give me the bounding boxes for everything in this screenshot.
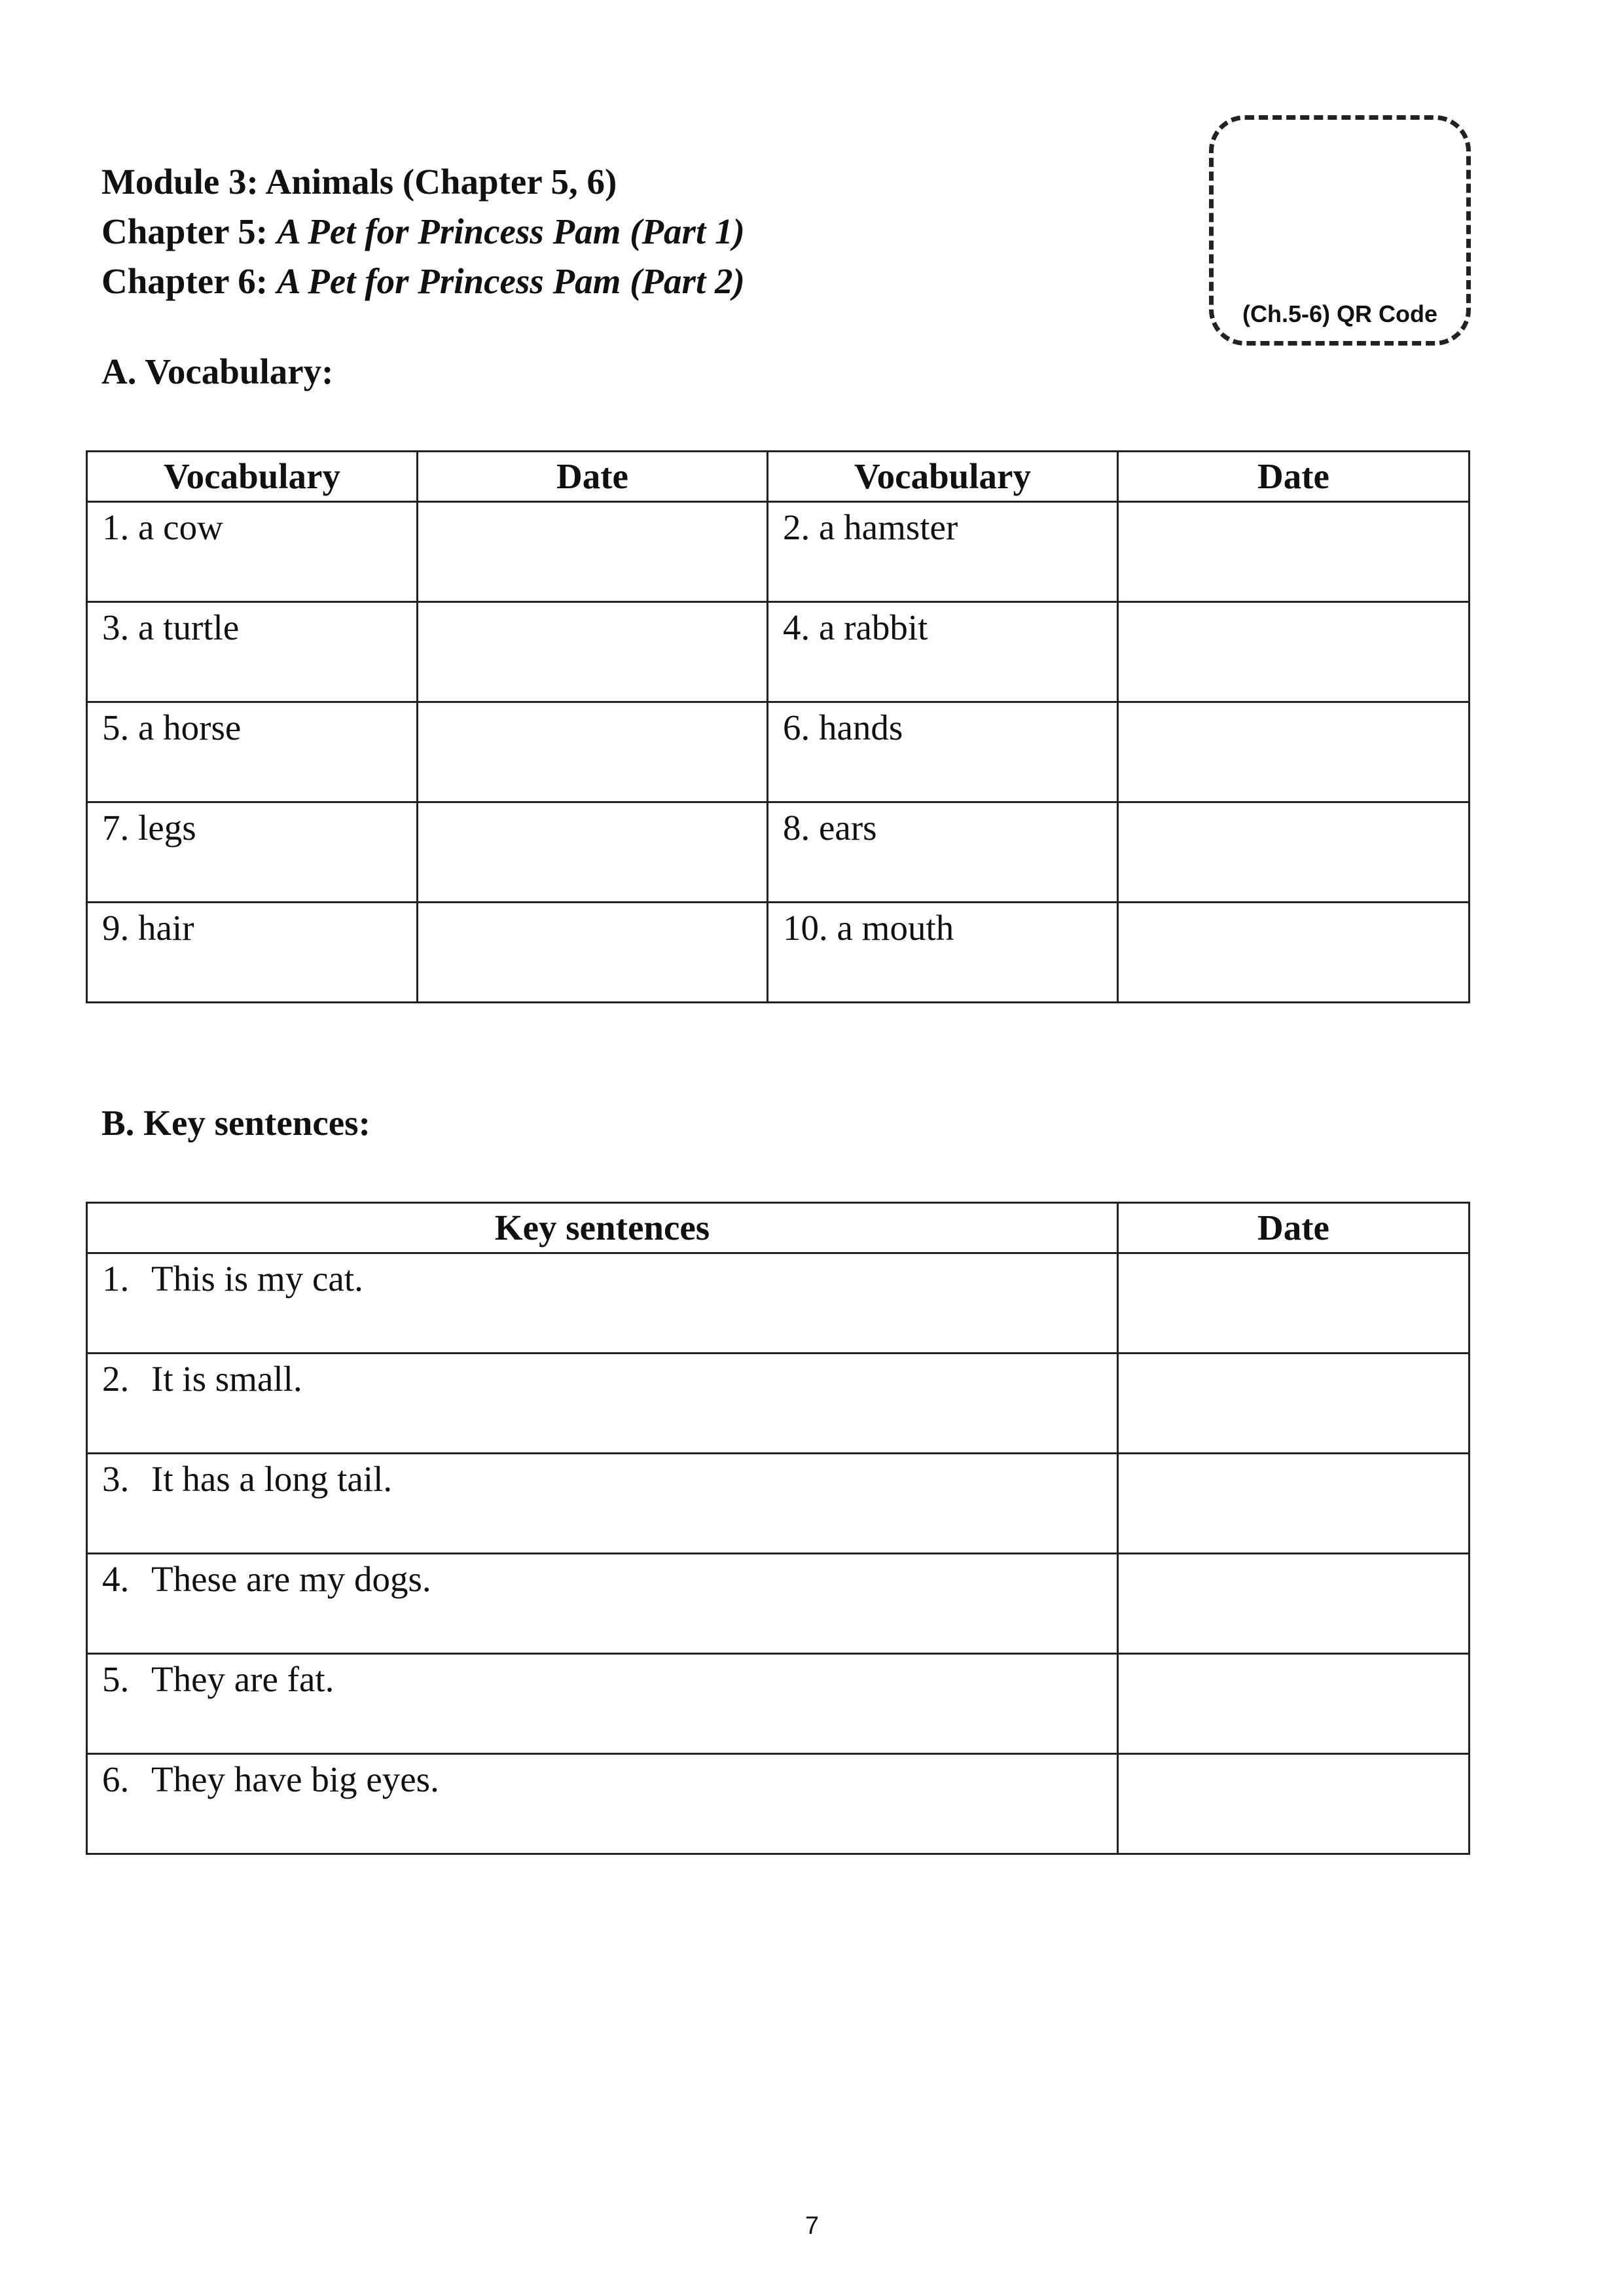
date-cell[interactable]: [1118, 1654, 1470, 1754]
qr-code-placeholder: [1209, 115, 1471, 346]
sentence-text: They have big eyes.: [151, 1759, 439, 1799]
date-value: [1119, 503, 1468, 507]
column-header-date: Date: [418, 452, 768, 502]
module-title-text: Module 3: Animals (Chapter 5, 6): [101, 162, 617, 202]
sentence: [88, 1354, 1117, 1400]
date-cell[interactable]: [1118, 1253, 1470, 1354]
table-row: [87, 702, 1470, 802]
vocabulary-table: [86, 450, 1470, 1003]
date-value: [1119, 1354, 1468, 1358]
sentence-number: 5.: [102, 1659, 130, 1699]
vocabulary-header-row: [87, 452, 1470, 502]
vocabulary-cell: [87, 802, 418, 903]
sentence-text: It is small.: [151, 1359, 302, 1399]
date-cell[interactable]: [1118, 1754, 1470, 1854]
sentence-number: 2.: [102, 1359, 130, 1399]
vocabulary-word: 10. a mouth: [783, 908, 954, 948]
sentence-text: This is my cat.: [151, 1259, 363, 1299]
table-row: [87, 502, 1470, 602]
table-row: [87, 802, 1470, 903]
sentence-cell: [87, 1354, 1118, 1454]
vocabulary-word: 3. a turtle: [102, 607, 240, 647]
date-cell[interactable]: [1118, 1454, 1470, 1554]
table-row: [87, 903, 1470, 1003]
vocabulary-cell: [768, 702, 1118, 802]
chapter-5-title: A Pet for Princess Pam (Part 1): [276, 211, 745, 251]
module-title: [101, 157, 1083, 207]
vocabulary-word: 4. a rabbit: [783, 607, 928, 647]
sentence: [88, 1454, 1117, 1500]
date-value: [1119, 1655, 1468, 1659]
date-value: [1119, 1454, 1468, 1458]
sentence-cell: [87, 1253, 1118, 1354]
date-cell[interactable]: [418, 502, 768, 602]
page-number: 7: [804, 2212, 820, 2240]
sentence: [88, 1254, 1117, 1300]
vocabulary-cell: [768, 502, 1118, 602]
sentence: [88, 1755, 1117, 1801]
date-value: [1119, 1755, 1468, 1759]
date-cell[interactable]: [1118, 1354, 1470, 1454]
date-value: [1119, 703, 1468, 707]
sentence-text: They are fat.: [151, 1659, 334, 1699]
sentence-number: 1.: [102, 1259, 130, 1299]
vocabulary-cell: [87, 903, 418, 1003]
chapter-6-title: A Pet for Princess Pam (Part 2): [276, 261, 745, 301]
vocabulary-cell: [768, 903, 1118, 1003]
date-value: [1119, 1254, 1468, 1258]
vocabulary-cell: [87, 602, 418, 702]
date-cell[interactable]: [418, 702, 768, 802]
date-cell[interactable]: [1118, 1554, 1470, 1654]
vocabulary-word: 2. a hamster: [783, 507, 958, 547]
table-row: [87, 1454, 1470, 1554]
table-row: [87, 1253, 1470, 1354]
date-value: [418, 503, 767, 507]
vocabulary-word: 6. hands: [783, 708, 903, 747]
chapter-6-label: Chapter 6:: [101, 261, 268, 301]
vocabulary-word: 1. a cow: [102, 507, 223, 547]
date-cell[interactable]: [418, 903, 768, 1003]
table-row: [87, 1654, 1470, 1754]
date-cell[interactable]: [1118, 702, 1470, 802]
date-cell[interactable]: [418, 602, 768, 702]
chapter-6-line: [101, 257, 1083, 306]
table-row: [87, 1354, 1470, 1454]
vocabulary-word: 8. ears: [783, 808, 877, 848]
sentence-number: 4.: [102, 1559, 130, 1599]
vocabulary-cell: [768, 602, 1118, 702]
sentence-cell: [87, 1554, 1118, 1654]
vocabulary-word: 5. a horse: [102, 708, 242, 747]
table-row: [87, 602, 1470, 702]
sentence-cell: [87, 1654, 1118, 1754]
document-header: [101, 157, 1083, 306]
date-cell[interactable]: [1118, 903, 1470, 1003]
qr-code-caption: (Ch.5-6) QR Code: [1242, 300, 1437, 327]
key-sentences-table: [86, 1202, 1470, 1855]
sentence: [88, 1554, 1117, 1600]
date-value: [1119, 603, 1468, 607]
date-value: [418, 903, 767, 907]
vocabulary-word: 9. hair: [102, 908, 194, 948]
key-sentences-heading: B. Key sentences:: [101, 1103, 370, 1143]
column-header-key-sentences: Key sentences: [87, 1203, 1118, 1253]
sentence-number: 3.: [102, 1459, 130, 1499]
date-value: [1119, 1554, 1468, 1558]
vocabulary-word: 7. legs: [102, 808, 196, 848]
date-value: [418, 603, 767, 607]
column-header-date: Date: [1118, 1203, 1470, 1253]
sentence: [88, 1655, 1117, 1700]
date-value: [418, 703, 767, 707]
sentence-text: It has a long tail.: [151, 1459, 393, 1499]
vocabulary-cell: [87, 502, 418, 602]
column-header-vocabulary: Vocabulary: [87, 452, 418, 502]
table-row: [87, 1554, 1470, 1654]
date-cell[interactable]: [418, 802, 768, 903]
table-row: [87, 1754, 1470, 1854]
chapter-5-label: Chapter 5:: [101, 211, 268, 251]
chapter-5-line: [101, 207, 1083, 257]
date-value: [1119, 803, 1468, 807]
vocabulary-heading: A. Vocabulary:: [101, 351, 334, 391]
date-value: [1119, 903, 1468, 907]
sentence-cell: [87, 1454, 1118, 1554]
key-sentences-header-row: [87, 1203, 1470, 1253]
vocabulary-cell: [87, 702, 418, 802]
date-value: [418, 803, 767, 807]
column-header-vocabulary: Vocabulary: [768, 452, 1118, 502]
date-cell[interactable]: [1118, 502, 1470, 602]
column-header-date: Date: [1118, 452, 1470, 502]
date-cell[interactable]: [1118, 802, 1470, 903]
vocabulary-cell: [768, 802, 1118, 903]
sentence-text: These are my dogs.: [151, 1559, 431, 1599]
sentence-number: 6.: [102, 1759, 130, 1799]
sentence-cell: [87, 1754, 1118, 1854]
date-cell[interactable]: [1118, 602, 1470, 702]
